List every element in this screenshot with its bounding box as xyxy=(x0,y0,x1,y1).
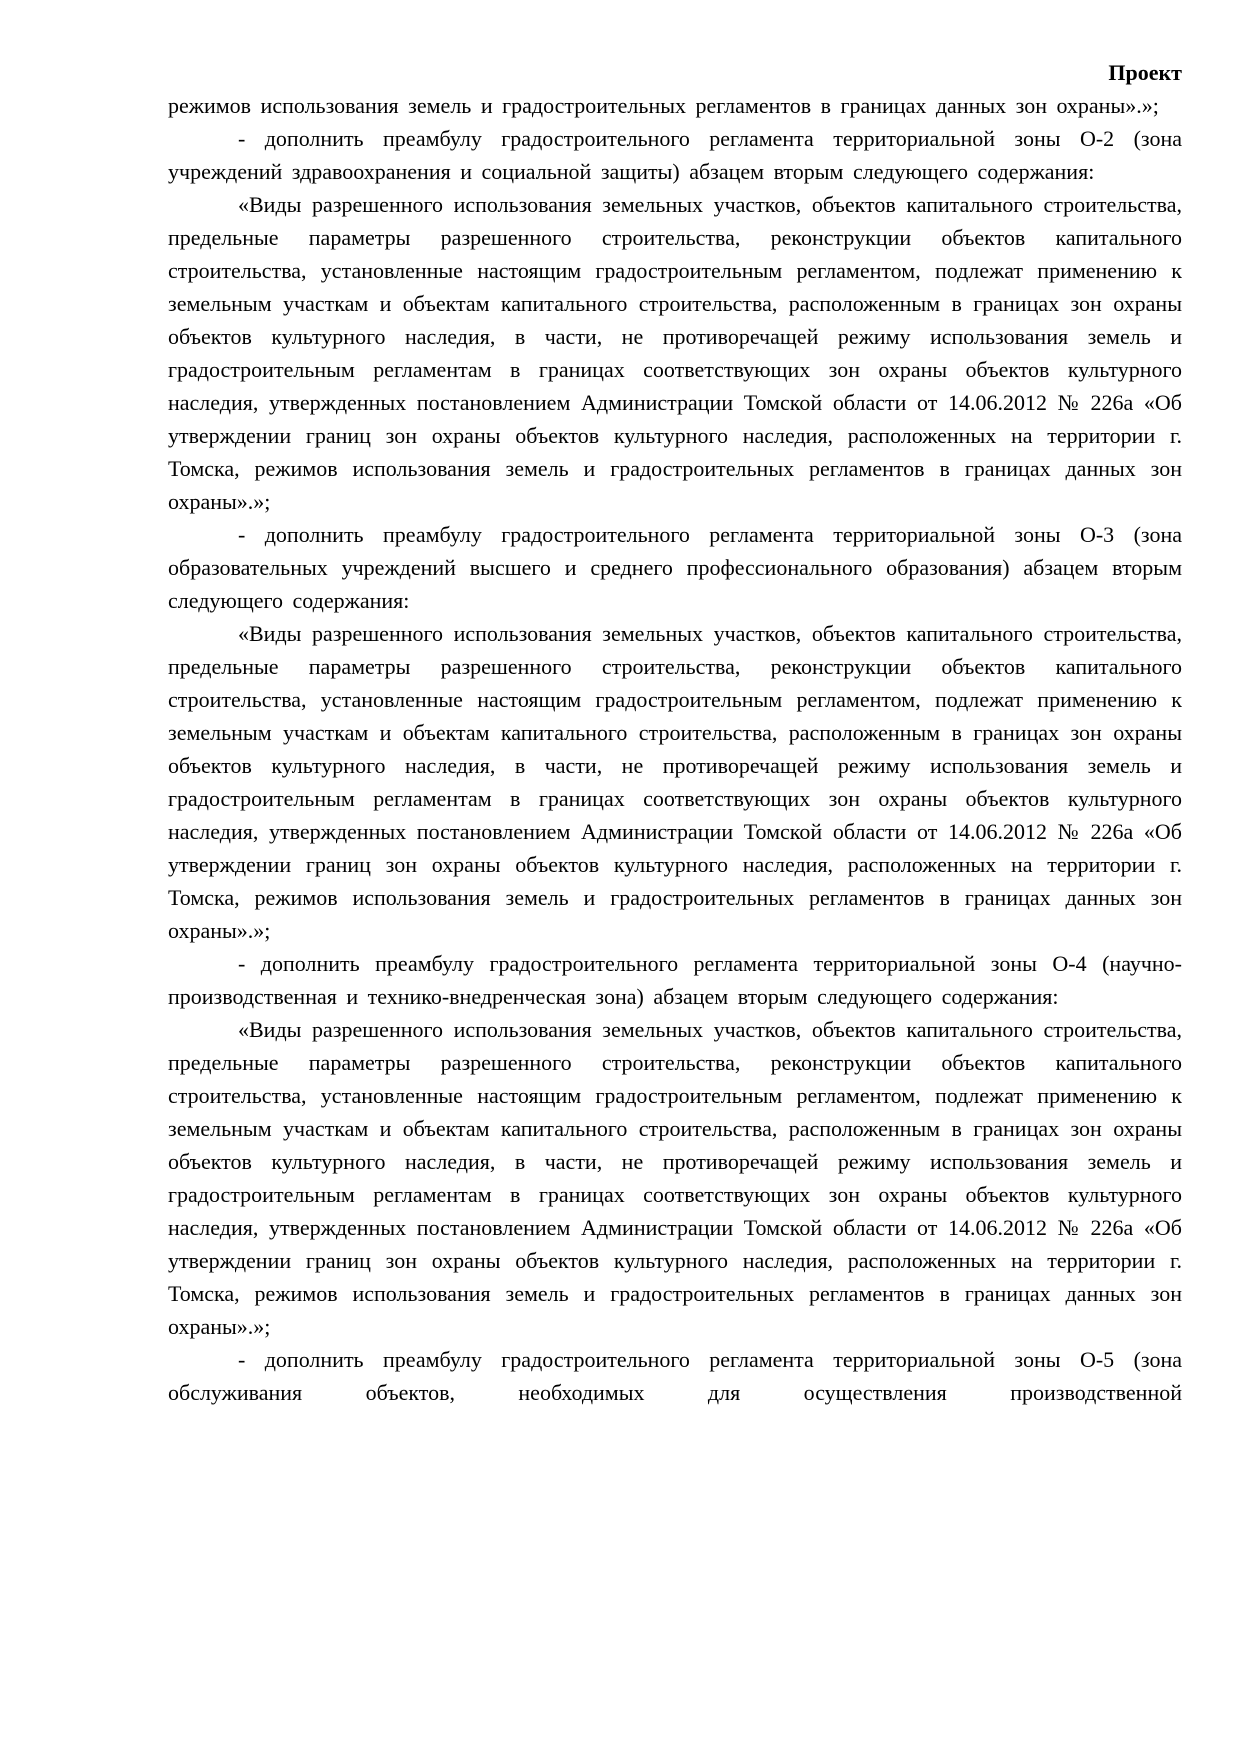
paragraph-continuation: режимов использования земель и градостроительных регламентов в границах данных зон охраны».»; xyxy=(168,93,1159,118)
paragraph-quote-zone-o3: «Виды разрешенного использования земельных участков, объектов капитального строительства, предельные параметры разрешенного строительства, реконструкции объектов капитального строительства, установленные настоящим градостроительным регламентом, подлежат применению к земельным участкам и объектам капитального строительства, расположенным в границах зон охраны объектов культурного наследия, в части, не противоречащей режиму использования земель и градостроительным регламентам в границах соответствующих зон охраны объектов культурного наследия, утвержденных постановлением Администрации Томской области от 14.06.2012 № 226а «Об утверждении границ зон охраны объектов культурного наследия, расположенных на территории г. Томска, режимов использования земель и градостроительных регламентов в границах данных зон охраны».»; xyxy=(168,621,1182,943)
paragraph-quote-zone-o2: «Виды разрешенного использования земельных участков, объектов капитального строительства, предельные параметры разрешенного строительства, реконструкции объектов капитального строительства, установленные настоящим градостроительным регламентом, подлежат применению к земельным участкам и объектам капитального строительства, расположенным в границах зон охраны объектов культурного наследия, в части, не противоречащей режиму использования земель и градостроительным регламентам в границах соответствующих зон охраны объектов культурного наследия, утвержденных постановлением Администрации Томской области от 14.06.2012 № 226а «Об утверждении границ зон охраны объектов культурного наследия, расположенных на территории г. Томска, режимов использования земель и градостроительных регламентов в границах данных зон охраны».»; xyxy=(168,192,1182,514)
paragraph-amend-zone-o4: - дополнить преамбулу градостроительного регламента территориальной зоны О-4 (научно-производственная и технико-внедренческая зона) абзацем вторым следующего содержания: xyxy=(168,951,1182,1009)
paragraph-quote-zone-o4: «Виды разрешенного использования земельных участков, объектов капитального строительства, предельные параметры разрешенного строительства, реконструкции объектов капитального строительства, установленные настоящим градостроительным регламентом, подлежат применению к земельным участкам и объектам капитального строительства, расположенным в границах зон охраны объектов культурного наследия, в части, не противоречащей режиму использования земель и градостроительным регламентам в границах соответствующих зон охраны объектов культурного наследия, утвержденных постановлением Администрации Томской области от 14.06.2012 № 226а «Об утверждении границ зон охраны объектов культурного наследия, расположенных на территории г. Томска, режимов использования земель и градостроительных регламентов в границах данных зон охраны».»; xyxy=(168,1017,1182,1339)
draft-label: Проект xyxy=(1108,60,1182,85)
document-text-block xyxy=(168,56,1182,1409)
paragraph-amend-zone-o2: - дополнить преамбулу градостроительного регламента территориальной зоны О-2 (зона учреждений здравоохранения и социальной защиты) абзацем вторым следующего содержания: xyxy=(168,126,1182,184)
paragraph-amend-zone-o3: - дополнить преамбулу градостроительного регламента территориальной зоны О-3 (зона образовательных учреждений высшего и среднего профессионального образования) абзацем вторым следующего содержания: xyxy=(168,522,1182,613)
paragraph-amend-zone-o5: - дополнить преамбулу градостроительного регламента территориальной зоны О-5 (зона обслуживания объектов, необходимых для осуществления производственной xyxy=(168,1347,1182,1405)
